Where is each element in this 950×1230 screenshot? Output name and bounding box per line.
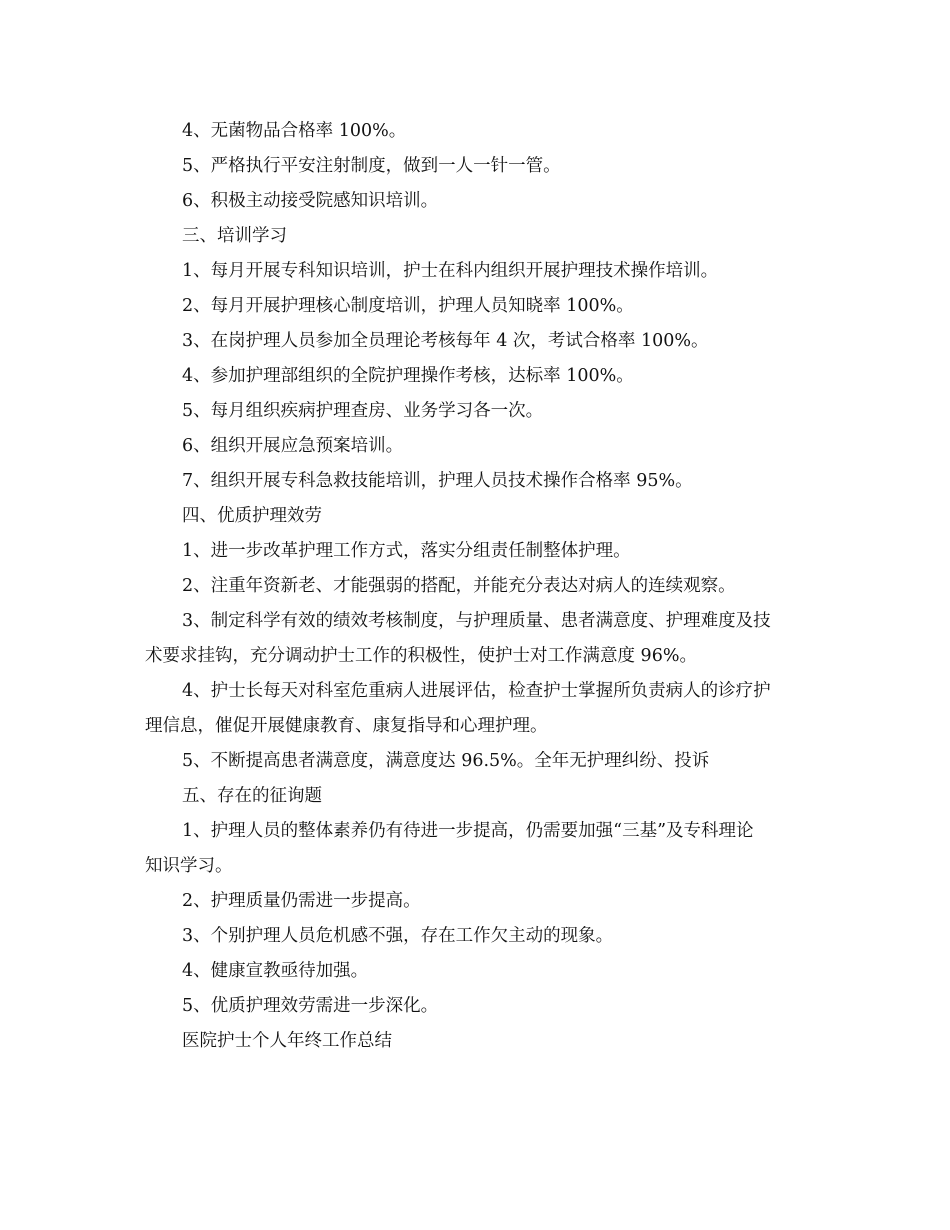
text-line: 5、严格执行平安注射制度，做到一人一针一管。 — [182, 156, 561, 176]
text-line: 1、每月开展专科知识培训，护士在科内组织开展护理技术操作培训。 — [182, 261, 719, 281]
text-line: 2、注重年资新老、才能强弱的搭配，并能充分表达对病人的连续观察。 — [182, 576, 736, 596]
text-line: 3、个别护理人员危机感不强，存在工作欠主动的现象。 — [182, 926, 614, 946]
text-line: 医院护士个人年终工作总结 — [182, 1031, 392, 1051]
text-line: 4、参加护理部组织的全院护理操作考核，达标率 100%。 — [182, 366, 634, 386]
text-line: 4、无菌物品合格率 100%。 — [182, 121, 407, 141]
text-line: 四、优质护理效劳 — [182, 506, 322, 526]
text-line: 3、在岗护理人员参加全员理论考核每年 4 次，考试合格率 100%。 — [182, 331, 709, 351]
text-line: 1、进一步改革护理工作方式，落实分组责任制整体护理。 — [182, 541, 631, 561]
text-line: 三、培训学习 — [182, 226, 287, 246]
text-line: 五、存在的征询题 — [182, 786, 322, 806]
text-line: 2、每月开展护理核心制度培训，护理人员知晓率 100%。 — [182, 296, 634, 316]
text-line: 5、每月组织疾病护理查房、业务学习各一次。 — [182, 401, 544, 421]
text-line: 6、积极主动接受院感知识培训。 — [182, 191, 439, 211]
text-line: 术要求挂钩，充分调动护士工作的积极性，使护士对工作满意度 96%。 — [145, 646, 697, 666]
text-line: 1、护理人员的整体素养仍有待进一步提高，仍需要加强“三基”及专科理论 — [182, 821, 754, 841]
document-body — [145, 114, 811, 1059]
text-line: 7、组织开展专科急救技能培训，护理人员技术操作合格率 95%。 — [182, 471, 693, 491]
text-line: 5、不断提高患者满意度，满意度达 96.5%。全年无护理纠纷、投诉 — [182, 751, 710, 771]
text-line: 知识学习。 — [145, 856, 233, 876]
text-line: 2、护理质量仍需进一步提高。 — [182, 891, 421, 911]
text-line: 6、组织开展应急预案培训。 — [182, 436, 404, 456]
text-line: 4、健康宣教亟待加强。 — [182, 961, 369, 981]
text-line: 5、优质护理效劳需进一步深化。 — [182, 996, 439, 1016]
text-line: 4、护士长每天对科室危重病人进展评估，检查护士掌握所负责病人的诊疗护 — [182, 681, 771, 701]
text-line: 理信息，催促开展健康教育、康复指导和心理护理。 — [145, 716, 548, 736]
text-line: 3、制定科学有效的绩效考核制度，与护理质量、患者满意度、护理难度及技 — [182, 611, 771, 631]
